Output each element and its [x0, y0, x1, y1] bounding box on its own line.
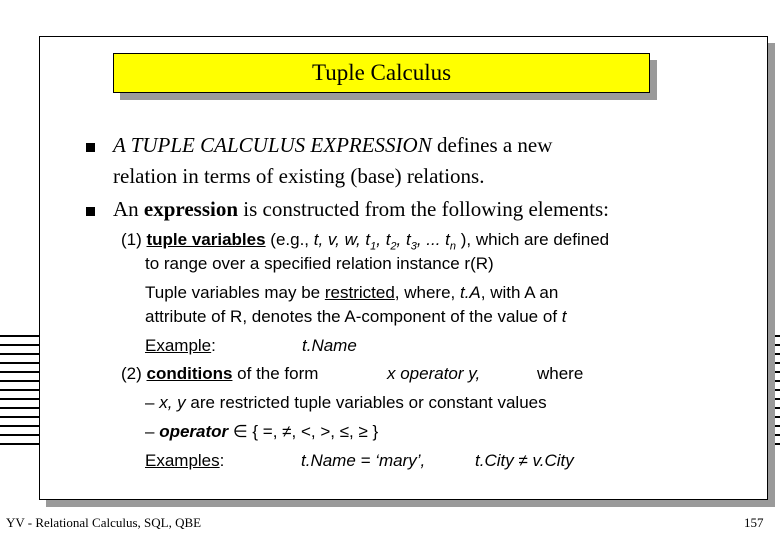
item-2-dash-2: – operator ∈ { =, ≠, <, >, ≤, ≥ } — [145, 422, 379, 441]
bullet-1-marker — [86, 143, 95, 152]
slide-title: Tuple Calculus — [113, 53, 650, 93]
example-value: t.Name — [302, 336, 357, 355]
item-1-line-2: to range over a specified relation instance r(R) — [145, 254, 494, 273]
tuple-variables-term: tuple variables — [146, 230, 266, 249]
item-1-line-3: Tuple variables may be restricted, where, t.A, with A an — [145, 283, 559, 302]
item-2-dash-1: – x, y are restricted tuple variables or constant values — [145, 393, 547, 412]
conditions-term: conditions — [146, 364, 233, 383]
example-label: Example — [145, 336, 212, 355]
item-1-example: Example: t.Name — [145, 336, 357, 355]
bullet-2-marker — [86, 207, 95, 216]
example-2: t.City ≠ v.City — [475, 451, 574, 470]
footer-course-label: YV - Relational Calculus, SQL, QBE — [6, 515, 202, 530]
bullet-1-line-1: A TUPLE CALCULUS EXPRESSION defines a new — [113, 133, 553, 157]
item-2-examples: Examples: t.Name = ‘mary’, t.City ≠ v.City — [145, 451, 574, 470]
item-1-line-4: attribute of R, denotes the A-component of the value of t — [145, 307, 567, 326]
bullet-1-term: A TUPLE CALCULUS EXPRESSION — [113, 133, 432, 157]
examples-label: Examples — [145, 451, 220, 470]
example-1: t.Name = ‘mary’, — [301, 451, 426, 470]
item-2-line-1: (2) conditions of the form x operator y, where — [121, 364, 584, 383]
bullet-2-line: An expression is constructed from the following elements: — [113, 197, 609, 221]
page-number: 157 — [744, 515, 764, 530]
left-stripes-decoration — [0, 335, 40, 450]
bullet-2-term: expression — [143, 197, 239, 221]
form-expression: x operator y, — [387, 364, 481, 383]
item-1-line-1: (1) tuple variables (e.g., t, v, w, $t_1$, $t_2$, $t_3$, ... $t_n$ ), which are defined — [121, 230, 610, 253]
bullet-1-line-2: relation in terms of existing (base) relations. — [113, 164, 485, 188]
